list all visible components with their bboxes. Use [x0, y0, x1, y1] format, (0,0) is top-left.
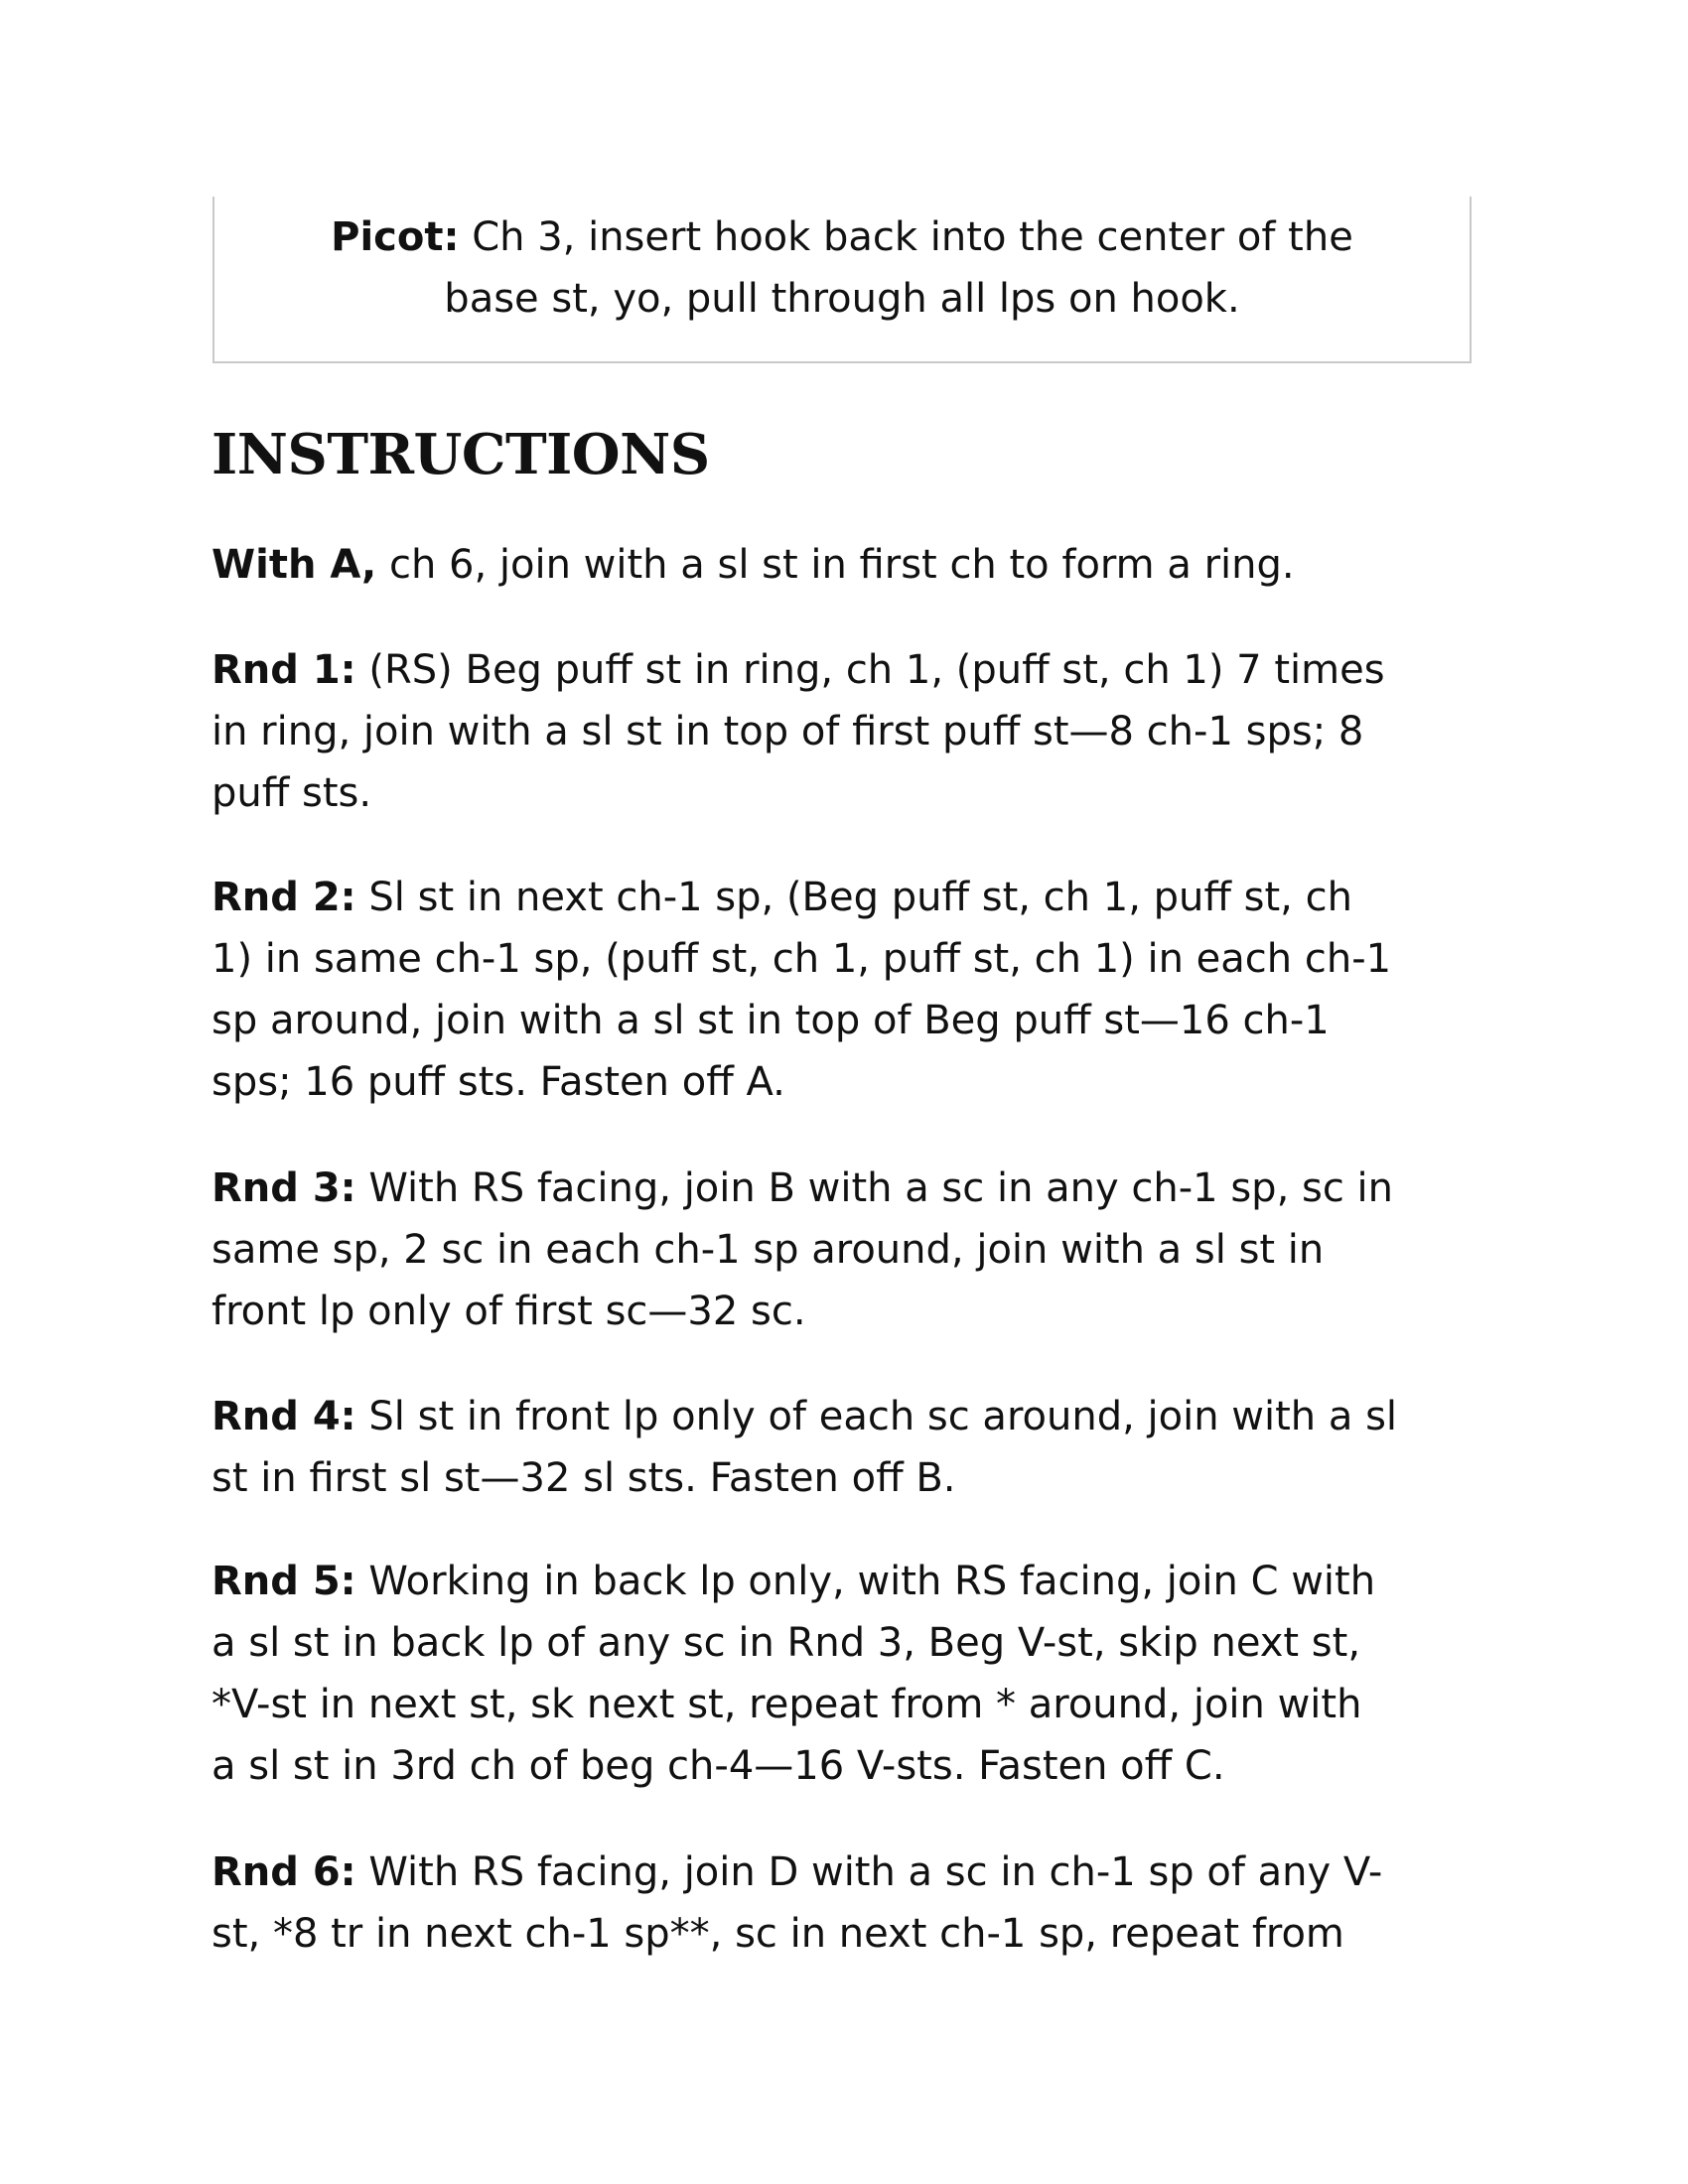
picot-note-line-2: base st, yo, pull through all lps on hook. — [444, 276, 1240, 322]
picot-label: Picot: — [331, 214, 460, 260]
paragraph-rnd-6 — [211, 1842, 1492, 1965]
paragraph-label: Rnd 2: — [211, 875, 356, 920]
paragraph-line: a sl st in back lp of any sc in Rnd 3, Beg V-st, skip next st, — [211, 1620, 1361, 1666]
paragraph-line — [211, 867, 1492, 928]
paragraph-line: *V-st in next st, sk next st, repeat from * around, join with — [211, 1682, 1362, 1727]
paragraph-text: With RS facing, join B with a sc in any ch-1 sp, sc in — [355, 1165, 1394, 1211]
paragraph-line: st in first sl st—32 sl sts. Fasten off B. — [211, 1455, 956, 1501]
paragraph-label: Rnd 5: — [211, 1559, 356, 1604]
paragraph-line: a sl st in 3rd ch of beg ch-4—16 V-sts. Fasten off C. — [211, 1743, 1225, 1789]
paragraph-line: puff sts. — [211, 770, 372, 816]
picot-note-box — [212, 197, 1472, 363]
paragraph-label: With A, — [211, 542, 377, 588]
instructions-heading: INSTRUCTIONS — [211, 422, 710, 487]
paragraph-line — [211, 1842, 1492, 1903]
paragraph-text: Sl st in next ch-1 sp, (Beg puff st, ch 1, puff st, ch — [355, 875, 1352, 920]
paragraph-text: Working in back lp only, with RS facing, join C with — [355, 1559, 1376, 1604]
paragraph-line: sp around, join with a sl st in top of Beg puff st—16 ch-1 — [211, 998, 1330, 1043]
paragraph-line: 1) in same ch-1 sp, (puff st, ch 1, puff st, ch 1) in each ch-1 — [211, 936, 1392, 982]
paragraph-text: Sl st in front lp only of each sc around, join with a sl — [355, 1394, 1398, 1439]
paragraph-text: (RS) Beg puff st in ring, ch 1, (puff st, ch 1) 7 times — [355, 647, 1385, 693]
paragraph-line — [211, 1158, 1492, 1219]
paragraph-line: same sp, 2 sc in each ch-1 sp around, join with a sl st in — [211, 1227, 1325, 1273]
paragraph-rnd-3 — [211, 1158, 1492, 1342]
paragraph-text: With RS facing, join D with a sc in ch-1 sp of any V- — [355, 1849, 1383, 1895]
paragraph-line: st, *8 tr in next ch-1 sp**, sc in next ch-1 sp, repeat from — [211, 1911, 1344, 1957]
paragraph-rnd-2 — [211, 867, 1492, 1113]
paragraph-label: Rnd 3: — [211, 1165, 356, 1211]
paragraph-rnd-5 — [211, 1551, 1492, 1797]
paragraph-label: Rnd 1: — [211, 647, 356, 693]
paragraph-line: in ring, join with a sl st in top of first puff st—8 ch-1 sps; 8 — [211, 709, 1364, 754]
paragraph-line: front lp only of first sc—32 sc. — [211, 1289, 806, 1334]
paragraph-label: Rnd 4: — [211, 1394, 356, 1439]
paragraph-line — [211, 1551, 1492, 1612]
paragraph-with-a — [211, 534, 1492, 596]
picot-text-1: Ch 3, insert hook back into the center of the — [472, 214, 1353, 260]
paragraph-line: sps; 16 puff sts. Fasten off A. — [211, 1059, 785, 1105]
paragraph-label: Rnd 6: — [211, 1849, 356, 1895]
paragraph-text: ch 6, join with a sl st in first ch to form a ring. — [376, 542, 1295, 588]
paragraph-line — [211, 1386, 1492, 1447]
paragraph-rnd-4 — [211, 1386, 1492, 1509]
picot-note-line-1 — [254, 206, 1430, 268]
paragraph-line — [211, 639, 1492, 701]
paragraph-rnd-1 — [211, 639, 1492, 824]
